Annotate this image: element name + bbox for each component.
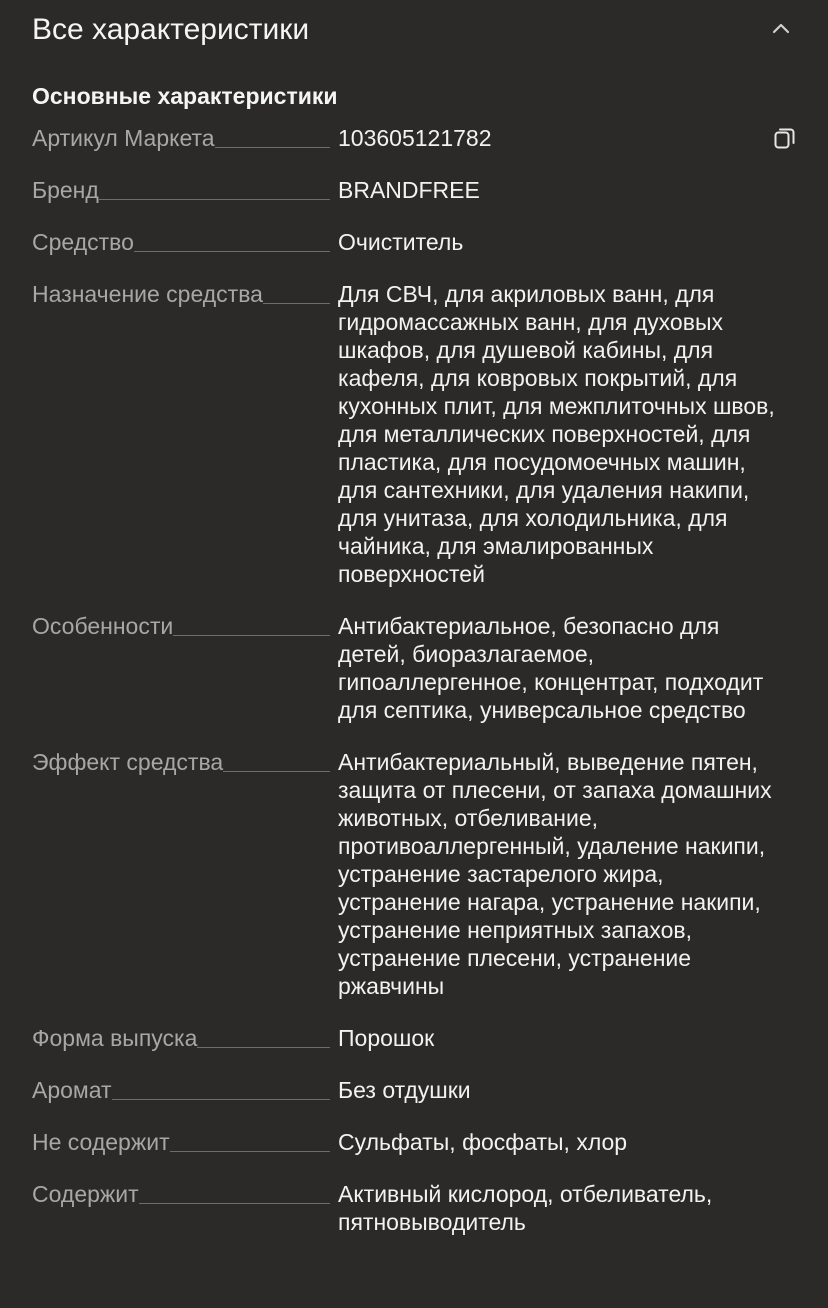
spec-value: BRANDFREE [338,177,480,203]
leader-line [173,635,330,636]
spec-row-aroma [32,1076,796,1104]
copy-icon[interactable] [774,126,796,150]
leader-line [263,303,330,304]
spec-label: Особенности [32,613,174,639]
spec-label: Средство [32,229,134,255]
spec-value: Для СВЧ, для акриловых ванн, для гидромассажных ванн, для духовых шкафов, для душевой кабины, для кафеля, для ковровых покрытий, для кухонных плит, для межплиточных швов, для металлических поверхностей, для пластика, для посудомоечных машин, для сантехники, для удаления накипи, для унитаза, для холодильника, для чайника, для эмалированных поверхностей [338,281,775,587]
leader-line [223,771,330,772]
leader-line [112,1099,330,1100]
spec-value: Очиститель [338,229,464,255]
leader-line [99,199,330,200]
spec-value: Антибактериальный, выведение пятен, защита от плесени, от запаха домашних животных, отбеливание, противоаллергенный, удаление накипи, устранение застарелого жира, устранение нагара, устранение накипи, устранение неприятных запахов, устранение плесени, устранение ржавчины [338,749,772,999]
spec-value: Активный кислород, отбеливатель, пятновыводитель [338,1181,713,1235]
spec-label: Бренд [32,177,99,203]
leader-line [139,1203,330,1204]
spec-row-features [32,612,796,724]
spec-row-form [32,1024,796,1052]
spec-value: Сульфаты, фосфаты, хлор [338,1129,628,1155]
spec-label: Содержит [32,1181,139,1207]
spec-row-contains [32,1180,796,1236]
spec-label: Артикул Маркета [32,125,215,151]
spec-row-article [32,124,796,152]
spec-value: Антибактериальное, безопасно для детей, биоразлагаемое, гипоаллергенное, концентрат, подходит для септика, универсальное средство [338,613,764,723]
page-title: Все характеристики [32,13,310,46]
spec-row-product-type [32,228,796,256]
spec-label: Аромат [32,1077,112,1103]
chevron-up-icon[interactable] [772,22,790,34]
spec-value: Без отдушки [338,1077,471,1103]
characteristics-header[interactable] [32,0,796,60]
spec-row-brand [32,176,796,204]
spec-label: Эффект средства [32,749,224,775]
spec-value: Порошок [338,1025,435,1051]
spec-row-free-from [32,1128,796,1156]
spec-label: Не содержит [32,1129,170,1155]
leader-line [134,251,330,252]
leader-line [215,147,330,148]
leader-line [197,1047,330,1048]
spec-label: Форма выпуска [32,1025,198,1051]
spec-list [32,124,796,1260]
spec-value: 103605121782 [338,125,492,151]
spec-label: Назначение средства [32,281,263,307]
spec-row-purpose [32,280,796,588]
section-title: Основные характеристики [32,83,338,109]
leader-line [170,1151,330,1152]
spec-row-effect [32,748,796,1000]
